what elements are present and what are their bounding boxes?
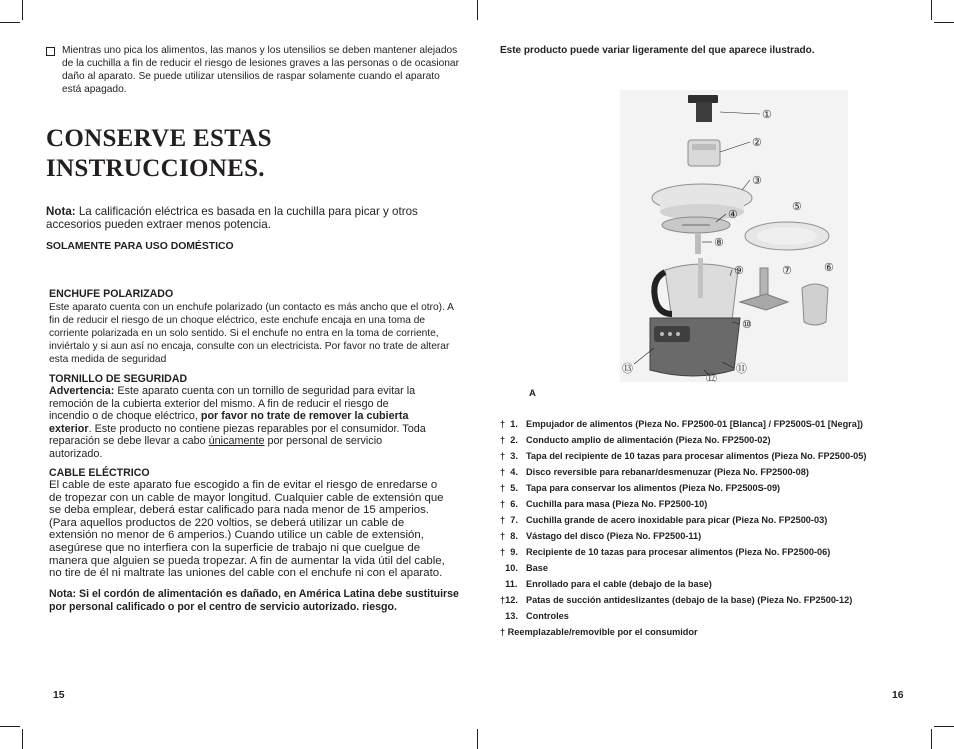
part-number: † 6. (500, 499, 518, 509)
motor-base-part (650, 318, 740, 376)
part-description: Cuchilla para masa (Pieza No. FP2500-10) (526, 499, 708, 509)
parts-list-item (500, 592, 866, 608)
callout-13: ⑬ (622, 363, 633, 375)
callout-2: ② (752, 137, 762, 149)
part-number: 11. (500, 579, 518, 589)
illustration-note: Este producto puede variar ligeramente del que aparece ilustrado. (500, 45, 815, 56)
crop-mark (0, 726, 20, 727)
part-description: Patas de succión antideslizantes (debajo de la base) (Pieza No. FP2500-12) (526, 595, 853, 605)
bullet-text: Mientras uno pica los alimentos, las manos y los utensilios se deben mantener alejados de la cuchilla a fin de reducir el riesgo de lesiones graves a las personas o de ocasionar daño al aparato. Se puede utilizar utensilios de raspar solamente cuando el aparato está apagado. (62, 45, 459, 95)
callout-3: ③ (752, 175, 762, 187)
part-description: Base (526, 563, 548, 573)
crop-mark (0, 22, 20, 23)
callout-1: ① (762, 109, 772, 121)
callout-12: ⑫ (706, 373, 717, 382)
parts-list-item (500, 496, 866, 512)
disc-stem-part (695, 234, 701, 254)
parts-list-item (500, 432, 866, 448)
safety-bullet (46, 44, 460, 96)
page-number-left: 15 (53, 690, 65, 701)
polarized-plug-section: ENCHUFE POLARIZADO Este aparato cuenta con un enchufe polarizado (un contacto es más ancho que el otro). A fin de reducir el riesgo de un choque eléctrico, este enchufe encaja en una toma de corriente polarizada en un solo sentido. Si el enchufe no entra en la toma de corriente, inviértalo y si aun así no encaja, consulte con un electricista. Por favor no trate de alterar esta medida de seguridad (49, 288, 454, 365)
part-number: †12. (500, 595, 518, 605)
center-fold-mark (477, 0, 478, 20)
crop-mark (22, 729, 23, 749)
crop-mark (22, 0, 23, 20)
callout-8: ⑧ (714, 237, 724, 249)
parts-list-item (500, 448, 866, 464)
part-description: Vástago del disco (Pieza No. FP2500-11) (526, 531, 702, 541)
power-cord-note: Nota: Si el cordón de alimentación es dañado, en América Latina debe sustituirse por personal calificado o por el centro de servicio autorizado. riesgo. (49, 588, 459, 613)
parts-list-item (500, 416, 866, 432)
part-number: † 2. (500, 435, 518, 445)
part-number: † 4. (500, 467, 518, 477)
callout-9: ⑨ (734, 265, 744, 277)
callout-7: ⑦ (782, 265, 792, 277)
page-title: CONSERVE ESTAS INSTRUCCIONES. (46, 125, 272, 182)
page-number-right: 16 (892, 690, 904, 701)
crop-mark (931, 729, 932, 749)
safety-screw-section: TORNILLO DE SEGURIDAD Advertencia: Este aparato cuenta con un tornillo de seguridad para evitar la remoción de la cubierta exterior del mismo. A fin de reducir el riesgo de incendio o de choque eléctrico, por favor no trate de remover la cubierta exterior. Este producto no contiene piezas reparables por el consumidor. Toda reparación se debe llevar a cabo únicamente por personal de servicio autorizado. (49, 373, 426, 460)
parts-list-item (500, 544, 866, 560)
parts-list-item (500, 512, 866, 528)
parts-footnote: † Reemplazable/removible por el consumidor (500, 627, 698, 637)
center-fold-mark (477, 729, 478, 749)
household-use-heading: SOLAMENTE PARA USO DOMÉSTICO (46, 241, 234, 252)
rating-note: Nota: La calificación eléctrica es basada en la cuchilla para picar y otros accesorios pueden extraer menos potencia. (46, 205, 418, 231)
callout-11: ⑪ (736, 363, 747, 375)
figure-label: A (529, 388, 536, 399)
part-description: Disco reversible para rebanar/desmenuzar (Pieza No. FP2500-08) (526, 467, 809, 477)
callout-6: ⑥ (824, 262, 834, 274)
part-description: Conducto amplio de alimentación (Pieza No. FP2500-02) (526, 435, 771, 445)
part-description: Cuchilla grande de acero inoxidable para picar (Pieza No. FP2500-03) (526, 515, 828, 525)
parts-list (500, 416, 866, 640)
part-description: Tapa para conservar los alimentos (Pieza No. FP2500S-09) (526, 483, 781, 493)
part-number: † 7. (500, 515, 518, 525)
slicing-disc-part (662, 217, 730, 233)
part-number: † 1. (500, 419, 518, 429)
parts-list-item (500, 528, 866, 544)
part-description: Controles (526, 611, 569, 621)
part-number: † 5. (500, 483, 518, 493)
crop-mark (934, 726, 954, 727)
part-description: Tapa del recipiente de 10 tazas para procesar alimentos (Pieza No. FP2500-05) (526, 451, 867, 461)
part-number: † 8. (500, 531, 518, 541)
parts-list-item (500, 576, 866, 592)
crop-mark (931, 0, 932, 20)
power-cord-section: CABLE ELÉCTRICO El cable de este aparato fue escogido a fin de evitar el riesgo de enredarse o de tropezar con un cable de mayor longitud. Cualquier cable de extensión que se deba emplear, deberá estar calificado para nada menor de 15 amperios. (Para aquellos productos de 220 voltios, se deberá utilizar un cable de extensión no menor de 6 amperios.) Cuando utilice un cable de extensión, asegúrese que no interfiera con la superficie de trabajo ni que cuelgue de manera que alguien se pueda tropezar. A fin de aumentar la vida útil del cable, no tire de él ni maltrate las uniones del cable con el enchufe ni con el aparato. (49, 467, 445, 580)
part-description: Enrollado para el cable (debajo de la base) (526, 579, 712, 589)
food-processor-exploded-diagram (620, 90, 848, 382)
part-description: Recipiente de 10 tazas para procesar alimentos (Pieza No. FP2500-06) (526, 547, 831, 557)
callout-10: ⑩ (742, 319, 752, 331)
feed-chute-part (688, 140, 720, 166)
part-number: † 9. (500, 547, 518, 557)
part-number: 13. (500, 611, 518, 621)
parts-list-item (500, 560, 866, 576)
dough-blade-part (802, 284, 828, 325)
part-number: 10. (500, 563, 518, 573)
parts-list-item (500, 464, 866, 480)
part-number: † 3. (500, 451, 518, 461)
storage-lid-part (745, 222, 829, 250)
checkbox-bullet-icon (46, 47, 55, 56)
callout-5: ⑤ (792, 201, 802, 213)
part-description: Empujador de alimentos (Pieza No. FP2500-01 [Blanca] / FP2500S-01 [Negra]) (526, 419, 863, 429)
parts-list-item (500, 480, 866, 496)
callout-4: ④ (728, 209, 738, 221)
crop-mark (934, 22, 954, 23)
parts-list-item (500, 608, 866, 624)
